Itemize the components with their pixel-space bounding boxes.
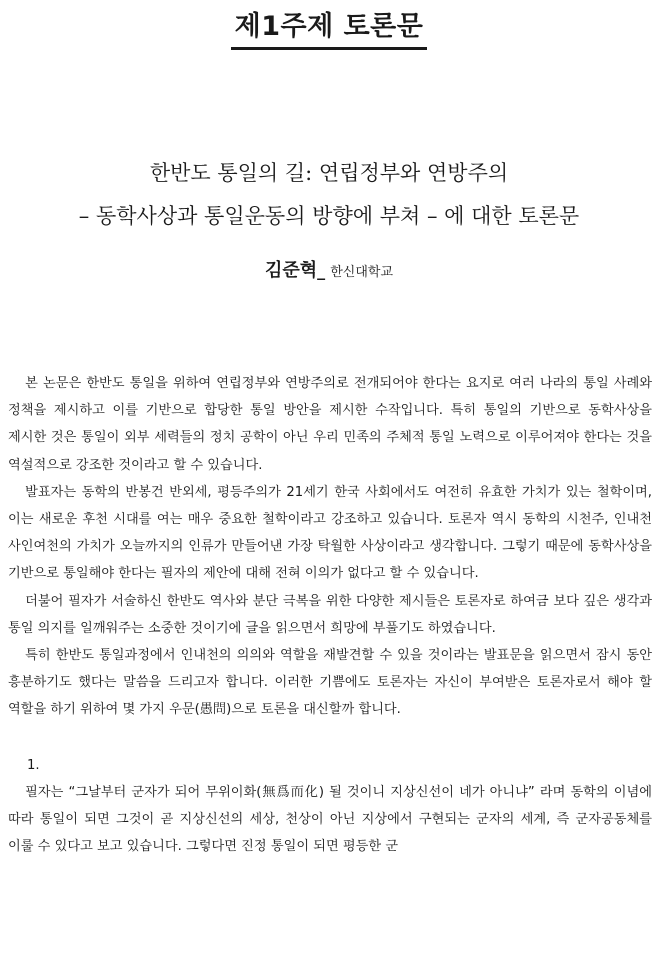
author-line	[0, 256, 658, 282]
author-affiliation: 한신대학교	[330, 265, 394, 280]
paper-title	[0, 152, 658, 238]
body-paragraph-2: 발표자는 동학의 반봉건 반외세, 평등주의가 21세기 한국 사회에서도 여전히 유효한 가치가 있는 철학이며, 이는 새로운 후천 시대를 여는 매우 중요한 철학이라고 강조하고 있습니다. 토론자 역시 동학의 시천주, 인내천 사인여천의 가치가 오늘까지의 인류가 만들어낸 가장 탁월한 사상이라고 생각합니다. 그렇기 때문에 동학사상을 기반으로 통일해야 한다는 필자의 제안에 대해 전혀 이의가 없다고 할 수 있습니다.	[8, 484, 652, 582]
body-paragraph-1: 본 논문은 한반도 통일을 위하여 연립정부와 연방주의로 전개되어야 한다는 요지로 여러 나라의 통일 사례와 정책을 제시하고 이를 기반으로 합당한 통일 방안을 제시한 수작입니다. 특히 통일의 기반으로 동학사상을 제시한 것은 통일이 외부 세력들의 정치 공학이 아닌 우리 민족의 주체적 통일 노력으로 이루어져야 한다는 것을 역설적으로 강조한 것이라고 할 수 있습니다.	[8, 376, 652, 473]
body-paragraph-3: 더불어 필자가 서술하신 한반도 역사와 분단 극복을 위한 다양한 제시들은 토론자로 하여금 보다 깊은 생각과 통일 의지를 일깨워주는 소중한 것이기에 글을 읽으면서 희망에 부풀기도 하였습니다.	[8, 593, 652, 636]
section-title-text: 제1주제 토론문	[231, 4, 428, 50]
body-paragraph-4: 특히 한반도 통일과정에서 인내천의 의의와 역할을 재발견할 수 있을 것이라는 발표문을 읽으면서 잠시 동안 흥분하기도 했다는 말씀을 드리고자 합니다. 이러한 기쁨에도 토론자는 자신이 부여받은 토론자로서 해야 할 역할을 하기 위하여 몇 가지 우문(愚問)으로 토론을 대신할까 합니다.	[8, 648, 652, 718]
author-separator: _	[317, 261, 326, 280]
section-number: 1.	[27, 757, 40, 773]
section-paragraph: 필자는 “그날부터 군자가 되어 무위이화(無爲而化) 될 것이니 지상신선이 네가 아니냐” 라며 동학의 이념에 따라 통일이 되면 그것이 곧 지상신선의 세상, 천상이 아닌 지상에서 구현되는 군자의 세계, 즉 군자공동체를 이룰 수 있다고 보고 있습니다. 그렇다면 진정 통일이 되면 평등한 군	[8, 784, 652, 855]
section-title	[0, 4, 658, 50]
body-text	[8, 370, 652, 860]
paper-title-line-1: 한반도 통일의 길: 연립정부와 연방주의	[149, 161, 509, 185]
author-name: 김준혁	[264, 260, 318, 281]
paper-title-line-2: – 동학사상과 통일운동의 방향에 부쳐 – 에 대한 토론문	[78, 204, 580, 228]
